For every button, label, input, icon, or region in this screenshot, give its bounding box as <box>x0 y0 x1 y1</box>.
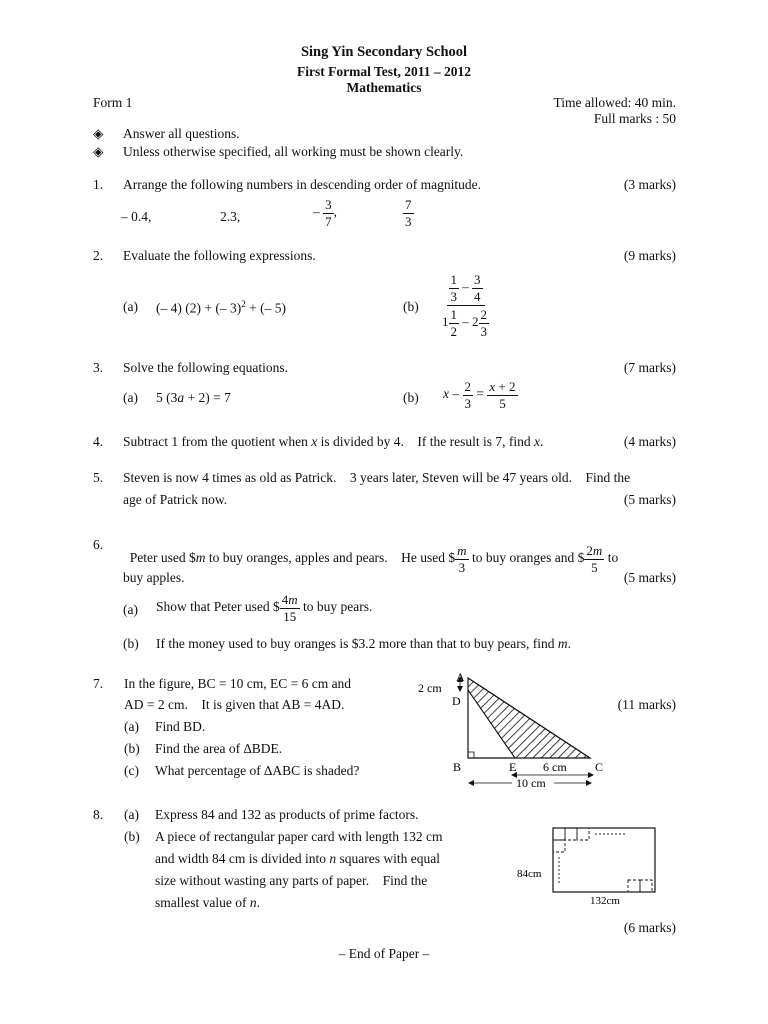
q7-line-1: In the figure, BC = 10 cm, EC = 6 cm and <box>124 676 352 691</box>
q2-number: 2. <box>93 248 104 263</box>
q3-number: 3. <box>93 360 104 375</box>
q7c-text: What percentage of ∆ABC is shaded? <box>155 763 360 778</box>
q7a-text: Find BD. <box>155 719 206 734</box>
label-c: C <box>595 760 604 774</box>
q1-number-1: – 0.4, <box>121 209 152 224</box>
label-84cm: 84cm <box>517 868 542 880</box>
q5-line-2: age of Patrick now. <box>123 492 228 507</box>
q6b-text: If the money used to buy oranges is $3.2 more than that to buy pears, find m. <box>156 636 572 651</box>
q5-line-1: Steven is now 4 times as old as Patrick. 3 years later, Steven will be 47 years old. Find the <box>123 470 631 485</box>
q6-marks: (5 marks) <box>623 570 676 585</box>
q4-text: Subtract 1 from the quotient when x is divided by 4. If the result is 7, find x. <box>123 434 544 449</box>
q6-line-1: Peter used $m to buy oranges, apples and pears. He used $ $\frac{m}{3}$ to buy oranges and $ $\frac{2m}{5}$ to <box>129 543 619 575</box>
q5-number: 5. <box>93 470 104 485</box>
q7-line-2: AD = 2 cm. It is given that AB = 4AD. <box>124 697 345 712</box>
q3-text: Solve the following equations. <box>123 360 288 375</box>
q7-number: 7. <box>93 676 104 691</box>
school-name: Sing Yin Secondary School <box>300 44 468 60</box>
bullet-icon: ◈ <box>93 144 104 159</box>
q8-number: 8. <box>93 807 104 822</box>
label-b: B <box>453 760 462 774</box>
q5-marks: (5 marks) <box>623 492 676 507</box>
q6b-label: (b) <box>123 636 139 651</box>
q1-number-2: 2.3, <box>220 209 241 224</box>
form-label: Form 1 <box>93 95 133 110</box>
triangle-figure <box>410 668 640 793</box>
label-a: A <box>456 670 465 684</box>
q8b-line-1: A piece of rectangular paper card with length 132 cm <box>155 829 443 844</box>
label-e: E <box>509 760 517 774</box>
q2b-expression: $\frac{1}{3}$ – $\frac{3}{4}$ 1 $\frac{1}{2}$ – 2 $\frac{2}{3}$ <box>442 272 487 339</box>
q4-number: 4. <box>93 434 104 449</box>
q1-number-4: $\frac{7}{3}$ <box>405 197 412 229</box>
subject-title: Mathematics <box>346 80 422 95</box>
q4-marks: (4 marks) <box>623 434 676 449</box>
q7b-label: (b) <box>124 741 140 756</box>
q1-number-3: – $\frac{3}{7}$ , <box>313 197 337 229</box>
bullet-icon: ◈ <box>93 126 104 141</box>
time-allowed: Time allowed: 40 min. <box>553 95 676 110</box>
instruction-1: Answer all questions. <box>123 126 240 141</box>
label-132cm: 132cm <box>590 895 620 907</box>
q1-marks: (3 marks) <box>623 177 676 192</box>
q2-text: Evaluate the following expressions. <box>123 248 316 263</box>
q8-marks: (6 marks) <box>623 920 676 935</box>
q7-marks: (11 marks) <box>617 697 676 712</box>
q2a-expression: (– 4) (2) + (– 3)$^2$ + (– 5) <box>156 299 286 316</box>
instruction-2: Unless otherwise specified, all working must be shown clearly. <box>123 144 464 159</box>
test-title: First Formal Test, 2011 – 2012 <box>297 64 471 79</box>
q3b-label: (b) <box>403 390 419 405</box>
q8b-line-3: size without wasting any parts of paper. Find the <box>155 873 428 888</box>
q7b-text: Find the area of ∆BDE. <box>155 741 283 756</box>
end-of-paper: – End of Paper – <box>338 946 430 961</box>
q8a-label: (a) <box>124 807 139 822</box>
q8b-line-4: smallest value of n. <box>155 895 260 910</box>
q3a-equation: 5 (3a + 2) = 7 <box>156 390 231 405</box>
q8b-label: (b) <box>124 829 140 844</box>
q6a-label: (a) <box>123 602 138 617</box>
full-marks: Full marks : 50 <box>593 111 676 126</box>
label-ec: 6 cm <box>543 760 567 774</box>
q6a-text: Show that Peter used $ $\frac{4m}{15}$ to buy pears. <box>156 592 373 624</box>
q8a-text: Express 84 and 132 as products of prime factors. <box>155 807 419 822</box>
q3b-equation: x – $\frac{2}{3}$ = $\frac{x + 2}{5}$ <box>443 379 516 411</box>
rectangle-figure <box>510 822 660 912</box>
q8b-line-2: and width 84 cm is divided into n squares with equal <box>155 851 440 866</box>
q2-marks: (9 marks) <box>623 248 676 263</box>
q3-marks: (7 marks) <box>623 360 676 375</box>
q7c-label: (c) <box>124 763 139 778</box>
q6-number: 6. <box>93 537 104 552</box>
q3a-label: (a) <box>123 390 138 405</box>
q2a-label: (a) <box>123 299 138 314</box>
label-ad: 2 cm <box>418 681 442 695</box>
q2b-label: (b) <box>403 299 419 314</box>
q1-number: 1. <box>93 177 104 192</box>
q7a-label: (a) <box>124 719 139 734</box>
q6-line-2: buy apples. <box>123 570 185 585</box>
label-d: D <box>452 694 461 708</box>
label-bc: 10 cm <box>516 776 546 790</box>
q1-text: Arrange the following numbers in descending order of magnitude. <box>123 177 482 192</box>
